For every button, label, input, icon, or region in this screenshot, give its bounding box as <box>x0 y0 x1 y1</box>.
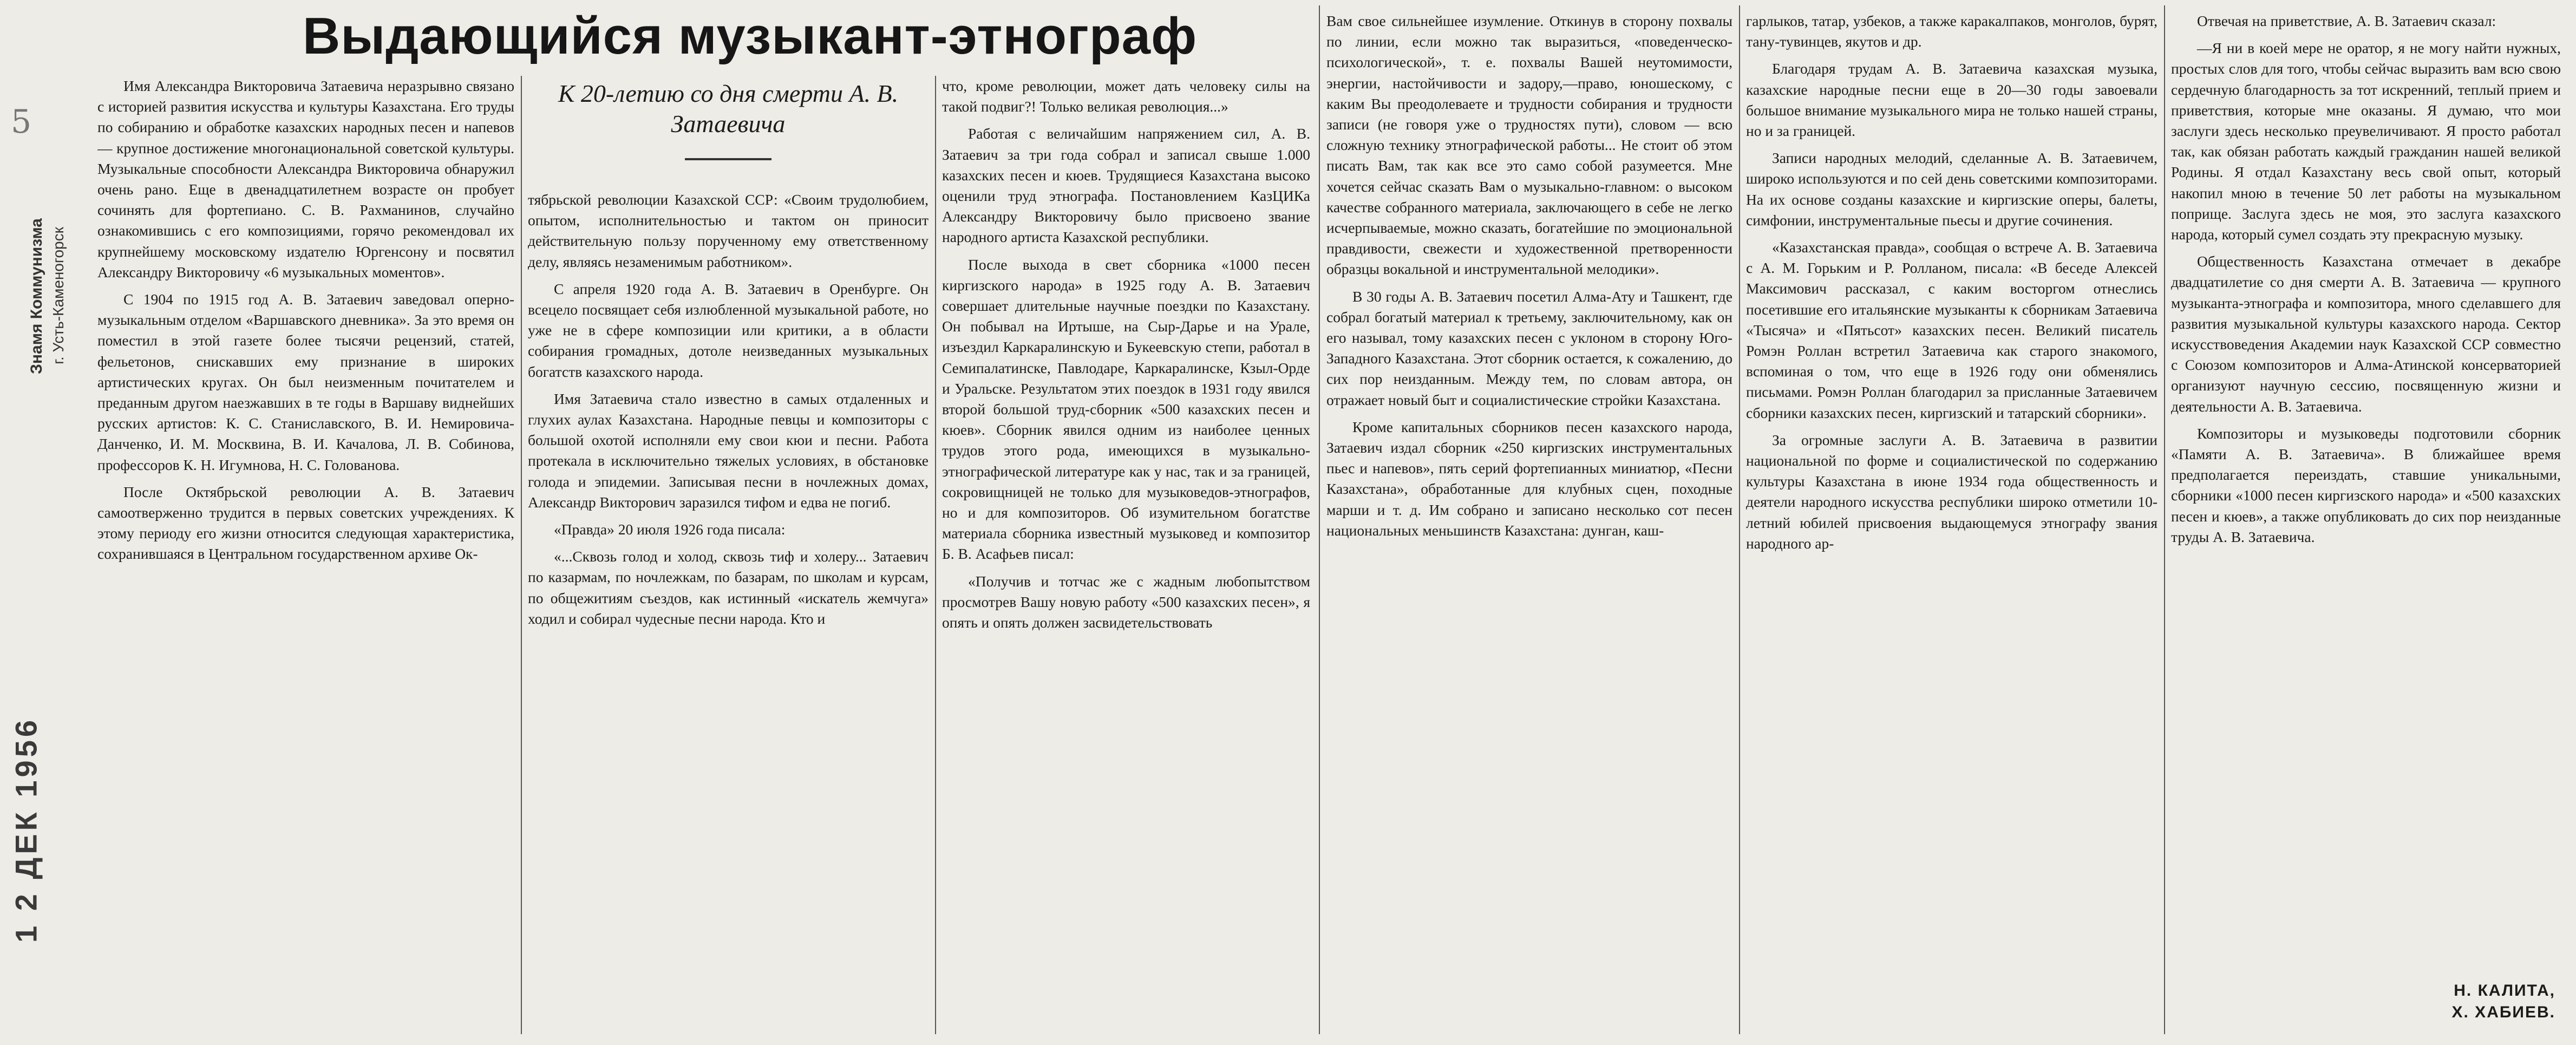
paragraph: После выхода в свет сборника «1000 песен киргизского народа» в 1925 году А. В. Затаевич совершает длительные научные поездки по Казахстану. Он побывал на Иртыше, на Сыр-Дарье и на Урале, изъездил Каркаралинскую и Букеевскую степи, работал в Семипалатинске, Павлодаре, Каркаралинске, Кзыл-Орде и Уральске. Результатом этих поездок в 1931 году явился второй большой труд-сборник «500 казахских песен и кюев». Сборник явился одним из наиболее ценных трудов этого рода, имеющихся в музыкально-этнографической литературе как у нас, так и за границей, сокровищницей не только для музыковедов-этнографов, но и для композиторов. Об изумительном богатстве материала сборника известный музыковед и композитор Б. В. Асафьев писал: <box>942 256 1310 563</box>
paragraph: Вам свое сильнейшее изумление. Откинув в сторону похвалы по линии, если можно так выразиться, «поведенческо-психологической», т. е. похвалы Вашей неутомимости, энергии, настойчивости и задору,—право, юношескому, с каким Вы преодолеваете и трудности собирания и трудности записи (не говоря уже о трудностях пути), словом — всю сложную технику этнографической работы... Не стоит об этом писать Вам, так как все это само собой разумеется. Мне хочется сейчас сказать Вам о музыкально-главном: о высоком качестве собранного материала, заключающего в себе не легко исчерпываемые, можно сказать, богатейшие по эмоциональной правдивости, свежести и художественной претворенности образцы вокальной и инструментальной мелодики». <box>1326 12 1732 278</box>
paragraph: «Получив и тотчас же с жадным любопытством просмотрев Вашу новую работу «500 казахских песен», я опять и опять должен засвидетельствовать <box>942 572 1310 631</box>
paragraph: «Казахстанская правда», сообщая о встрече А. В. Затаевича с А. М. Горьким и Р. Ролланом, писала: «В беседе Алексей Максимович рассказал, с каким восторгом отнеслись посетившие его итальянские музыканты к сборникам Затаевича «Тысяча» и «Пятьсот» казахских песен. Великий писатель Ромэн Роллан встретил Затаевича как старого знакомого, вспоминая о том, что еще в 1926 году они обменялись письмами. Ромэн Роллан благодарил за присланные Затаевичем сборники казахских песен, киргизский и татарский сборники». <box>1746 239 2157 421</box>
newspaper-name: Знамя Коммунизма <box>28 218 45 374</box>
paragraph: что, кроме революции, может дать человеку силы на такой подвиг?! Только великая революция...» <box>942 77 1310 115</box>
paragraph: С 1904 по 1915 год А. В. Затаевич заведовал оперно-музыкальным отделом «Варшавского дневника». За это время он поместил в этой газете более тысячи рецензий, статей, фельетонов, снискавших ему признание в широких артистических кругах. Он был неизменным почитателем и преданным другом наезжавших в те годы в Варшаву виднейших русских артистов: К. С. Станиславского, В. И. Немировича-Данченко, И. М. Москвина, В. И. Качалова, Л. В. Собинова, профессоров К. Н. Игумнова, Н. С. Голованова. <box>97 291 514 473</box>
paragraph: Общественность Казахстана отмечает в декабре двадцатилетие со дня смерти А. В. Затаевича — крупного музыканта-этнографа и композитора, много сделавшего для развития музыкальной культуры казахского народа. Сектор искусствоведения Академии наук Казахской ССР совместно с Союзом композиторов и Алма-Атинской консерваторией организуют научную сессию, посвященную жизни и деятельности А. В. Затаевича. <box>2171 253 2561 415</box>
paragraph: Благодаря трудам А. В. Затаевича казахская музыка, казахские народные песни еще в 20—30 годы завоевали большое внимание музыкального мира не только нашей страны, но и за границей. <box>1746 60 2157 140</box>
paragraph: —Я ни в коей мере не оратор, я не могу найти нужных, простых слов для того, чтобы сейчас выразить вам всю свою сердечную благодарность за тот искренний, теплый прием и приветствия, которые мне оказаны. Я думаю, что мои заслуги здесь несколько преувеличивают. Я просто работал так, как обязан работать каждый гражданин нашей великой Родины. Я отдал Казахстану весь свой опыт, который накопил мною в течение 50 лет работы на музыкальном поприще. Заслуга здесь не моя, это заслуга казахского народа, который сумел создать эту прекрасную музыку. <box>2171 40 2561 243</box>
article-column-6 <box>2171 11 2561 964</box>
column-divider <box>1319 5 1320 1034</box>
paragraph: Имя Александра Викторовича Затаевича неразрывно связано с историей развития искусства и культуры Казахстана. Его труды по собиранию и обработке казахских народных песен и напевов — крупное достижение многонациональной советской культуры. Музыкальные способности Александра Викторовича обнаружил очень рано. Еще в двенадцатилетнем возрасте он пробует сочинять для фортепиано. С. В. Рахманинов, случайно ознакомившись с его композициями, горячо рекомендовал их крупнейшему московскому издателю Юргенсону и посвятил Александру Викторовичу «6 музыкальных моментов». <box>97 77 514 280</box>
article-column-2 <box>528 190 929 1029</box>
article-column-4 <box>1326 11 1732 1029</box>
paragraph: В 30 годы А. В. Затаевич посетил Алма-Ату и Ташкент, где собрал богатый материал к третьему, заключительному, как он его называл, тому казахских песен с уклоном в сторону Юго-Западного Казахстана. Этот сборник остается, к сожалению, до сих пор неизданным. Между тем, по словам автора, он отражает новый быт и социалистические стройки Казахстана. <box>1326 288 1732 408</box>
handwritten-mark: 5 <box>11 103 32 141</box>
paragraph: «Правда» 20 июля 1926 года писала: <box>554 521 786 538</box>
paragraph: Отвечая на приветствие, А. В. Затаевич сказал: <box>2197 12 2496 29</box>
paragraph: гарлыков, татар, узбеков, а также каракалпаков, монголов, бурят, тану-тувинцев, якутов и др. <box>1746 12 2157 50</box>
paragraph: С апреля 1920 года А. В. Затаевич в Оренбурге. Он всецело посвящает себя излюбленной музыкальной работе, но уже не в сфере композиции или критики, а в области собирания громадных, дотоле неизведанных музыкальных богатств казахского народа. <box>528 280 929 380</box>
paragraph: Имя Затаевича стало известно в самых отдаленных и глухих аулах Казахстана. Народные певцы и композиторы с большой охотой исполняли ему свои кюи и песни. Работа протекала в исключительно тяжелых условиях, в обстановке голода и эпидемии. Записывая песни в ночлежных домах, Александр Викторович заразился тифом и едва не погиб. <box>528 390 929 511</box>
author-name: Н. КАЛИТА, <box>2454 982 2555 1000</box>
column-divider <box>521 76 522 1034</box>
article-column-1 <box>97 76 514 1029</box>
left-margin <box>4 81 69 975</box>
paragraph: тябрьской революции Казахской ССР: «Своим трудолюбием, опытом, исполнительностью и тактом он приносит действительную пользу порученному ему ответственному делу, являясь незаменимым работником». <box>528 191 929 270</box>
column-divider <box>2164 5 2165 1034</box>
author-name: Х. ХАБИЕВ. <box>2451 1003 2555 1021</box>
column-divider <box>935 76 936 1034</box>
newspaper-city: г. Усть-Каменогорск <box>50 227 67 364</box>
paragraph: Композиторы и музыковеды подготовили сборник «Памяти А. В. Затаевича». В ближайшее время предполагается переиздать, ставшие уникальными, сборники «1000 песен киргизского народа» и «500 казахских песен и кюев», а также опубликовать до сих пор неизданные труды А. В. Затаевича. <box>2171 424 2561 545</box>
article-headline: Выдающийся музыкант-этнограф <box>302 7 1198 65</box>
paragraph: Кроме капитальных сборников песен казахского народа, Затаевич издал сборник «250 киргизских инструментальных пьес и напевов», пять серий фортепианных миниатюр, «Песни Казахстана», обработанные для клубных сцен, походные марши и т. д. Им собрано и записано несколько сот песен национальных меньшинств Казахстана: дунган, каш- <box>1326 418 1732 539</box>
article-column-3 <box>942 76 1310 1029</box>
author-signature <box>2355 980 2555 1023</box>
paragraph: После Октябрьской революции А. В. Затаевич самоотверженно трудится в первых советских учреждениях. К этому периоду его жизни относится следующая характеристика, сохранившаяся в Центральном государственном архиве Ок- <box>97 483 514 563</box>
paragraph: Записи народных мелодий, сделанные А. В. Затаевичем, широко используются и по сей день советскими композиторами. На их основе созданы казахские и киргизские оперы, балеты, симфонии, инструментальные пьесы и другие сочинения. <box>1746 149 2157 228</box>
column-divider <box>1739 5 1740 1034</box>
paragraph: «...Сквозь голод и холод, сквозь тиф и холеру... Затаевич по казармам, по ночлежкам, по базарам, по школам и курсам, по общежитиям съездов, как истинный «искатель жемчуга» ходил и собирал чудесные песни народа. Кто и <box>528 548 929 627</box>
article-column-5 <box>1746 11 2157 1029</box>
paragraph: Работая с величайшим напряжением сил, А. В. Затаевич за три года собрал и записал свыше 1.000 казахских песен и кюев. Трудящиеся Казахстана высоко оценили труд этнографа. Постановлением КазЦИКа Александру Викторовичу было присвоено звание народного артиста Казахской республики. <box>942 125 1310 246</box>
paragraph: За огромные заслуги А. В. Затаевича в развитии национальной по форме и социалистической по содержанию культуры Казахстана в июне 1934 года общественность и деятели народного искусства республики широко отметили 10-летний юбилей присвоения выдающемуся этнографу звания народного ар- <box>1746 431 2157 552</box>
date-stamp: 1 2 ДЕК 1956 <box>9 717 43 943</box>
subtitle-divider <box>685 158 772 160</box>
article-subtitle: К 20-летию со дня смерти А. В. Затаевича <box>558 80 899 138</box>
